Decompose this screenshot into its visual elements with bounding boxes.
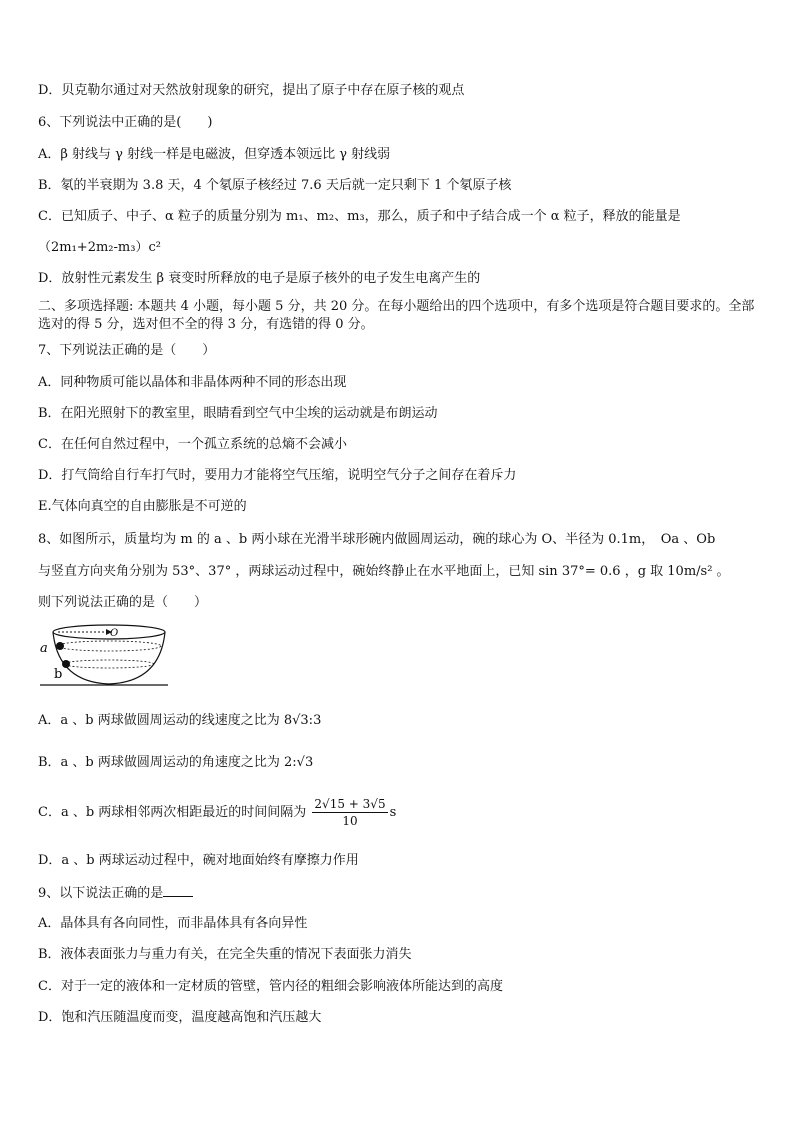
option-1d: D．贝克勒尔通过对天然放射现象的研究，提出了原子中存在原子核的观点 bbox=[38, 83, 465, 98]
option-9b: B．液体表面张力与重力有关，在完全失重的情况下表面张力消失 bbox=[38, 947, 412, 962]
option-6a: A．β 射线与 γ 射线一样是电磁波，但穿透本领远比 γ 射线弱 bbox=[38, 147, 391, 162]
question-8: 8、如图所示，质量均为 m 的 a 、b 两小球在光滑半球形碗内做圆周运动，碗的球心为 O、半径为 0.1m， Oa 、Ob bbox=[38, 532, 716, 547]
option-7e: E.气体向真空的自由膨胀是不可逆的 bbox=[38, 499, 247, 514]
math-8a: 8√3:3 bbox=[283, 713, 322, 728]
option-8b: B．a 、b 两球做圆周运动的角速度之比为 2:√3 bbox=[38, 755, 314, 770]
option-6b: B．氡的半衰期为 3.8 天，4 个氡原子核经过 7.6 天后就一定只剩下 1 个氡原子核 bbox=[38, 178, 512, 193]
answer-blank bbox=[163, 884, 193, 897]
option-8a: A．a 、b 两球做圆周运动的线速度之比为 8√3:3 bbox=[38, 713, 322, 728]
option-6c: C．已知质子、中子、α 粒子的质量分别为 m₁、m₂、m₃，那么，质子和中子结合成一个 α 粒子，释放的能量是 bbox=[38, 209, 681, 224]
fraction-8c: $\frac{2√15 + 3√5}{10}$ bbox=[314, 797, 386, 828]
option-6c-cont: （2m₁+2m₂-m₃）c² bbox=[38, 240, 161, 255]
option-7d: D．打气筒给自行车打气时，要用力才能将空气压缩，说明空气分子之间存在着斥力 bbox=[38, 468, 517, 483]
option-7c: C．在任何自然过程中，一个孤立系统的总熵不会减小 bbox=[38, 437, 347, 452]
math-8b: 2:√3 bbox=[284, 755, 314, 770]
question-8-prompt: 则下列说法正确的是（ ） bbox=[38, 595, 208, 610]
option-8d: D．a 、b 两球运动过程中，碗对地面始终有摩擦力作用 bbox=[38, 853, 359, 868]
option-9d: D．饱和汽压随温度而变，温度越高饱和汽压越大 bbox=[38, 1010, 322, 1025]
bowl-figure bbox=[36, 622, 176, 690]
label-o: O bbox=[110, 628, 119, 639]
question-6: 6、下列说法中正确的是( ) bbox=[38, 115, 213, 130]
option-7a: A．同种物质可能以晶体和非晶体两种不同的形态出现 bbox=[38, 375, 347, 390]
option-7b: B．在阳光照射下的教室里，眼睛看到空气中尘埃的运动就是布朗运动 bbox=[38, 406, 438, 421]
option-9a: A．晶体具有各向同性，而非晶体具有各向异性 bbox=[38, 916, 308, 931]
question-7: 7、下列说法正确的是（ ） bbox=[38, 343, 216, 358]
option-9c: C．对于一定的液体和一定材质的管壁，管内径的粗细会影响液体所能达到的高度 bbox=[38, 979, 503, 994]
label-b: b bbox=[54, 667, 63, 682]
section-2-header: 二、多项选择题: 本题共 4 小题，每小题 5 分，共 20 分。在每小题给出的四个选项中，有多个选项是符合题目要求的。全部选对的得 5 分，选对但不全的得 3 分，有选错的得 0 分。 bbox=[38, 299, 755, 332]
question-9: 9、以下说法正确的是 bbox=[38, 884, 193, 903]
label-a: a bbox=[40, 641, 48, 656]
option-6d: D．放射性元素发生 β 衰变时所释放的电子是原子核外的电子发生电离产生的 bbox=[38, 271, 481, 286]
question-8-cont: 与竖直方向夹角分别为 53°、37° ，两球运动过程中，碗始终静止在水平地面上，已知 sin 37°= 0.6 ，g 取 10m/s² 。 bbox=[38, 564, 730, 579]
option-8c: C．a 、b 两球相邻两次相距最近的时间间隔为 $\frac{2√15 + 3√5}{10}$ s bbox=[38, 797, 397, 828]
